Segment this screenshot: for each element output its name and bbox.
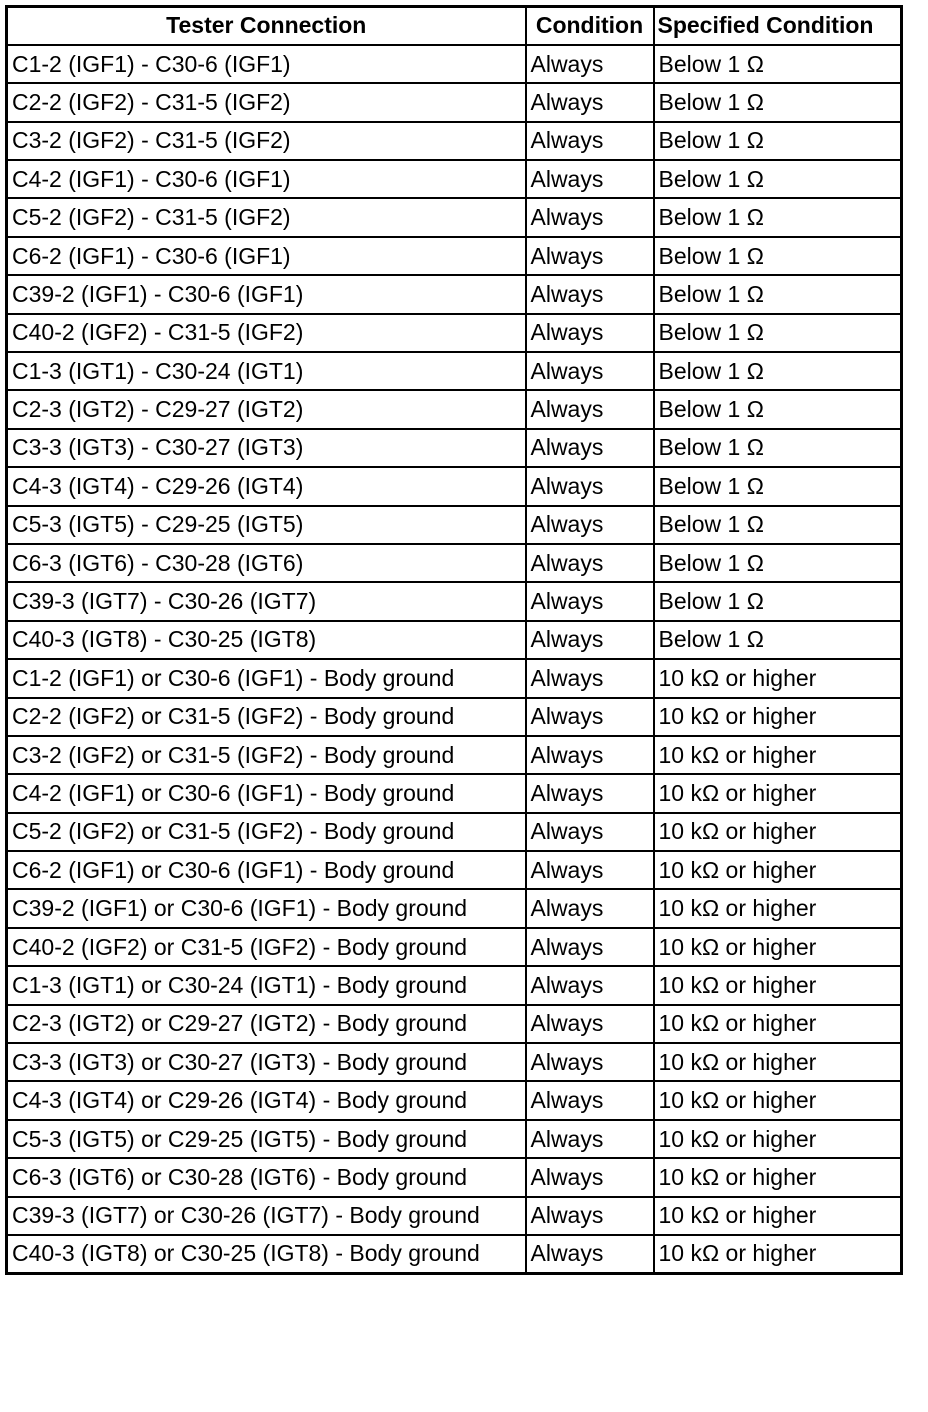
condition-cell: Always xyxy=(526,314,654,352)
table-row xyxy=(7,966,902,1004)
specified-condition-cell: 10 kΩ or higher xyxy=(654,1081,902,1119)
condition-cell: Always xyxy=(526,429,654,467)
tester-connection-cell: C39-2 (IGF1) - C30-6 (IGF1) xyxy=(7,275,526,313)
table-row xyxy=(7,390,902,428)
condition-cell: Always xyxy=(526,621,654,659)
tester-connection-cell: C2-3 (IGT2) or C29-27 (IGT2) - Body ground xyxy=(7,1005,526,1043)
table-row xyxy=(7,1081,902,1119)
specified-condition-cell: Below 1 Ω xyxy=(654,621,902,659)
table-header xyxy=(7,7,902,45)
specified-condition-cell: 10 kΩ or higher xyxy=(654,659,902,697)
condition-cell: Always xyxy=(526,275,654,313)
specified-condition-cell: Below 1 Ω xyxy=(654,544,902,582)
tester-connection-cell: C3-3 (IGT3) - C30-27 (IGT3) xyxy=(7,429,526,467)
table-body xyxy=(7,45,902,1274)
condition-cell: Always xyxy=(526,736,654,774)
tester-connection-cell: C1-2 (IGF1) - C30-6 (IGF1) xyxy=(7,45,526,83)
condition-cell: Always xyxy=(526,83,654,121)
specified-condition-cell: 10 kΩ or higher xyxy=(654,1120,902,1158)
specified-condition-cell: 10 kΩ or higher xyxy=(654,1158,902,1196)
table-row xyxy=(7,275,902,313)
specified-condition-cell: Below 1 Ω xyxy=(654,429,902,467)
specified-condition-cell: Below 1 Ω xyxy=(654,582,902,620)
table-row xyxy=(7,851,902,889)
condition-cell: Always xyxy=(526,889,654,927)
table-row xyxy=(7,621,902,659)
condition-cell: Always xyxy=(526,160,654,198)
table-row xyxy=(7,83,902,121)
tester-connection-cell: C4-2 (IGF1) or C30-6 (IGF1) - Body ground xyxy=(7,774,526,812)
specified-condition-cell: Below 1 Ω xyxy=(654,506,902,544)
condition-cell: Always xyxy=(526,352,654,390)
table-row xyxy=(7,45,902,83)
specified-condition-cell: 10 kΩ or higher xyxy=(654,1005,902,1043)
tester-connection-cell: C1-3 (IGT1) or C30-24 (IGT1) - Body ground xyxy=(7,966,526,1004)
tester-connection-cell: C5-3 (IGT5) - C29-25 (IGT5) xyxy=(7,506,526,544)
specified-condition-cell: Below 1 Ω xyxy=(654,122,902,160)
condition-cell: Always xyxy=(526,851,654,889)
tester-connection-cell: C3-2 (IGF2) - C31-5 (IGF2) xyxy=(7,122,526,160)
tester-connection-cell: C5-3 (IGT5) or C29-25 (IGT5) - Body ground xyxy=(7,1120,526,1158)
specified-condition-cell: 10 kΩ or higher xyxy=(654,889,902,927)
condition-cell: Always xyxy=(526,1235,654,1273)
condition-cell: Always xyxy=(526,928,654,966)
condition-cell: Always xyxy=(526,45,654,83)
table-row xyxy=(7,429,902,467)
specified-condition-cell: 10 kΩ or higher xyxy=(654,774,902,812)
table-row xyxy=(7,698,902,736)
specified-condition-cell: Below 1 Ω xyxy=(654,83,902,121)
table-row xyxy=(7,314,902,352)
table-row xyxy=(7,736,902,774)
specified-condition-cell: Below 1 Ω xyxy=(654,237,902,275)
condition-cell: Always xyxy=(526,390,654,428)
condition-cell: Always xyxy=(526,544,654,582)
table-row xyxy=(7,659,902,697)
condition-cell: Always xyxy=(526,659,654,697)
condition-cell: Always xyxy=(526,506,654,544)
tester-connection-cell: C2-3 (IGT2) - C29-27 (IGT2) xyxy=(7,390,526,428)
table-row xyxy=(7,467,902,505)
specified-condition-cell: 10 kΩ or higher xyxy=(654,966,902,1004)
table-row xyxy=(7,928,902,966)
table-row xyxy=(7,889,902,927)
condition-cell: Always xyxy=(526,1197,654,1235)
table-row xyxy=(7,352,902,390)
tester-connection-cell: C40-3 (IGT8) - C30-25 (IGT8) xyxy=(7,621,526,659)
tester-connection-cell: C1-2 (IGF1) or C30-6 (IGF1) - Body ground xyxy=(7,659,526,697)
specified-condition-cell: 10 kΩ or higher xyxy=(654,928,902,966)
condition-cell: Always xyxy=(526,813,654,851)
table-row xyxy=(7,237,902,275)
specified-condition-cell: Below 1 Ω xyxy=(654,45,902,83)
specified-condition-cell: Below 1 Ω xyxy=(654,352,902,390)
tester-connection-cell: C40-2 (IGF2) - C31-5 (IGF2) xyxy=(7,314,526,352)
table-row xyxy=(7,774,902,812)
specified-condition-cell: 10 kΩ or higher xyxy=(654,1235,902,1273)
header-tester-connection: Tester Connection xyxy=(7,7,526,45)
table-row xyxy=(7,1197,902,1235)
condition-cell: Always xyxy=(526,198,654,236)
tester-connection-cell: C5-2 (IGF2) or C31-5 (IGF2) - Body ground xyxy=(7,813,526,851)
condition-cell: Always xyxy=(526,122,654,160)
specified-condition-cell: 10 kΩ or higher xyxy=(654,698,902,736)
specified-condition-cell: Below 1 Ω xyxy=(654,198,902,236)
table-row xyxy=(7,198,902,236)
table-row xyxy=(7,1005,902,1043)
specified-condition-cell: 10 kΩ or higher xyxy=(654,1043,902,1081)
header-row xyxy=(7,7,902,45)
tester-connection-cell: C39-3 (IGT7) - C30-26 (IGT7) xyxy=(7,582,526,620)
table-row xyxy=(7,160,902,198)
tester-connection-cell: C3-3 (IGT3) or C30-27 (IGT3) - Body ground xyxy=(7,1043,526,1081)
table-row xyxy=(7,1043,902,1081)
condition-cell: Always xyxy=(526,966,654,1004)
specified-condition-cell: 10 kΩ or higher xyxy=(654,736,902,774)
specified-condition-cell: Below 1 Ω xyxy=(654,467,902,505)
tester-connection-cell: C40-3 (IGT8) or C30-25 (IGT8) - Body ground xyxy=(7,1235,526,1273)
tester-connection-cell: C39-2 (IGF1) or C30-6 (IGF1) - Body ground xyxy=(7,889,526,927)
table-row xyxy=(7,544,902,582)
table-row xyxy=(7,1235,902,1273)
tester-connection-cell: C1-3 (IGT1) - C30-24 (IGT1) xyxy=(7,352,526,390)
specification-table xyxy=(5,5,903,1275)
tester-connection-cell: C4-3 (IGT4) or C29-26 (IGT4) - Body ground xyxy=(7,1081,526,1119)
condition-cell: Always xyxy=(526,774,654,812)
tester-connection-cell: C40-2 (IGF2) or C31-5 (IGF2) - Body ground xyxy=(7,928,526,966)
specified-condition-cell: 10 kΩ or higher xyxy=(654,851,902,889)
table-row xyxy=(7,1120,902,1158)
table-row xyxy=(7,1158,902,1196)
tester-connection-cell: C4-2 (IGF1) - C30-6 (IGF1) xyxy=(7,160,526,198)
tester-connection-cell: C4-3 (IGT4) - C29-26 (IGT4) xyxy=(7,467,526,505)
condition-cell: Always xyxy=(526,1120,654,1158)
condition-cell: Always xyxy=(526,237,654,275)
specified-condition-cell: Below 1 Ω xyxy=(654,160,902,198)
header-condition: Condition xyxy=(526,7,654,45)
condition-cell: Always xyxy=(526,467,654,505)
tester-connection-cell: C2-2 (IGF2) - C31-5 (IGF2) xyxy=(7,83,526,121)
tester-connection-cell: C6-3 (IGT6) or C30-28 (IGT6) - Body ground xyxy=(7,1158,526,1196)
tester-connection-cell: C5-2 (IGF2) - C31-5 (IGF2) xyxy=(7,198,526,236)
table-row xyxy=(7,122,902,160)
condition-cell: Always xyxy=(526,1158,654,1196)
specified-condition-cell: Below 1 Ω xyxy=(654,390,902,428)
tester-connection-cell: C6-2 (IGF1) - C30-6 (IGF1) xyxy=(7,237,526,275)
table-row xyxy=(7,582,902,620)
specified-condition-cell: 10 kΩ or higher xyxy=(654,813,902,851)
tester-connection-cell: C3-2 (IGF2) or C31-5 (IGF2) - Body ground xyxy=(7,736,526,774)
condition-cell: Always xyxy=(526,1005,654,1043)
condition-cell: Always xyxy=(526,698,654,736)
condition-cell: Always xyxy=(526,1081,654,1119)
specified-condition-cell: Below 1 Ω xyxy=(654,314,902,352)
tester-connection-cell: C6-3 (IGT6) - C30-28 (IGT6) xyxy=(7,544,526,582)
table-row xyxy=(7,506,902,544)
tester-connection-cell: C6-2 (IGF1) or C30-6 (IGF1) - Body ground xyxy=(7,851,526,889)
tester-connection-cell: C2-2 (IGF2) or C31-5 (IGF2) - Body ground xyxy=(7,698,526,736)
tester-connection-cell: C39-3 (IGT7) or C30-26 (IGT7) - Body ground xyxy=(7,1197,526,1235)
condition-cell: Always xyxy=(526,1043,654,1081)
specified-condition-cell: 10 kΩ or higher xyxy=(654,1197,902,1235)
header-specified-condition: Specified Condition xyxy=(654,7,902,45)
condition-cell: Always xyxy=(526,582,654,620)
specified-condition-cell: Below 1 Ω xyxy=(654,275,902,313)
table-row xyxy=(7,813,902,851)
